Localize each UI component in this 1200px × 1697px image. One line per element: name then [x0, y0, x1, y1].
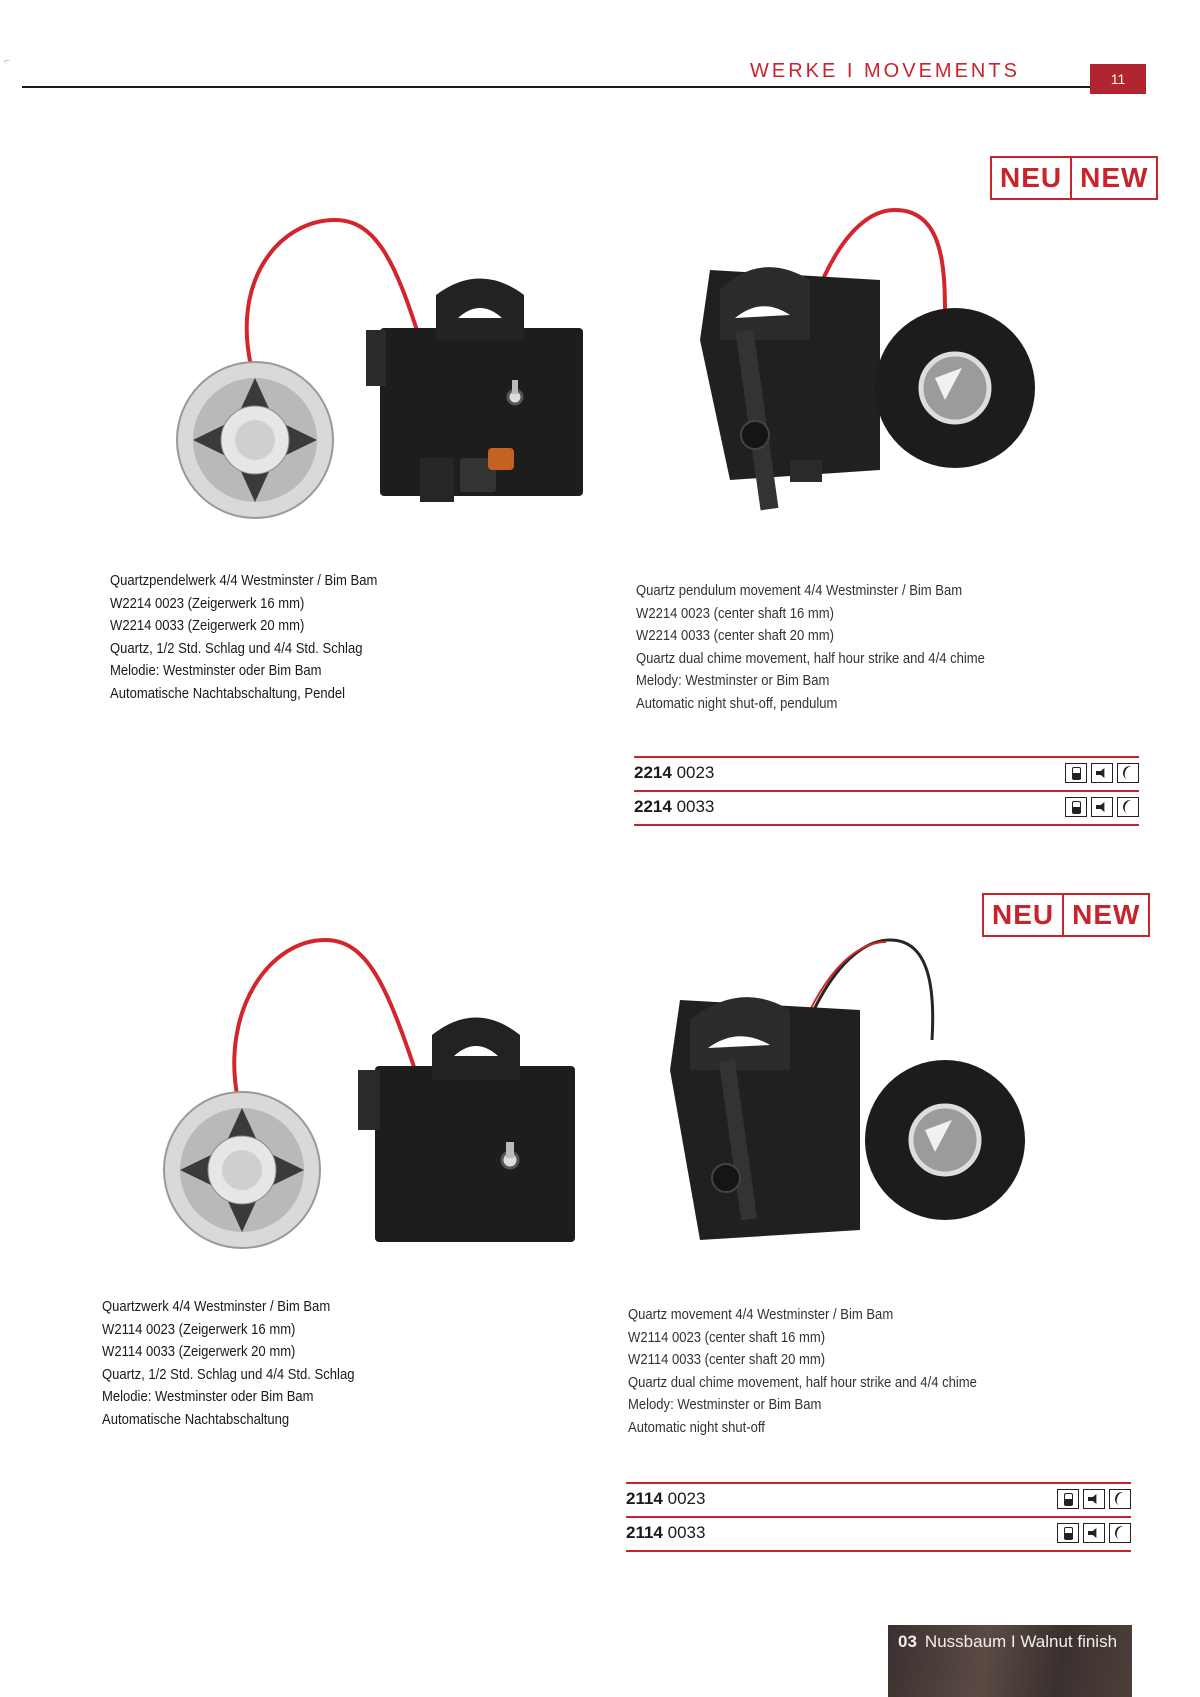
order-row: [634, 756, 1139, 790]
description-de: [102, 1296, 354, 1431]
header-rule: [22, 86, 1142, 88]
desc-line: Melodie: Westminster oder Bim Bam: [102, 1389, 314, 1405]
desc-line: W2114 0023 (Zeigerwerk 16 mm): [102, 1321, 296, 1338]
badge-de: NEU: [1000, 162, 1063, 193]
desc-line: Quartzwerk 4/4 Westminster / Bim Bam: [102, 1299, 331, 1315]
battery-icon: [1065, 763, 1087, 783]
article-number: 2214 0033: [634, 797, 715, 816]
desc-line: Quartz movement 4/4 Westminster / Bim Bam: [628, 1307, 894, 1323]
desc-line: W2214 0023 (Zeigerwerk 16 mm): [110, 595, 305, 612]
night-shutoff-icon: [1117, 763, 1139, 783]
desc-line: Automatic night shut-off: [628, 1419, 765, 1436]
feature-symbols: [1057, 1489, 1131, 1509]
new-badge: [990, 156, 1158, 200]
desc-line: Quartz dual chime movement, half hour strike and 4/4 chime: [636, 650, 985, 667]
article-number: 2114 0033: [626, 1523, 706, 1542]
speaker-icon: [177, 362, 333, 518]
desc-line: Automatische Nachtabschaltung: [102, 1411, 290, 1428]
movement-body: [358, 1018, 575, 1243]
desc-line: Automatische Nachtabschaltung, Pendel: [110, 685, 346, 702]
desc-line: Quartz, 1/2 Std. Schlag und 4/4 Std. Schlag: [102, 1366, 355, 1383]
battery-icon: [1065, 797, 1087, 817]
battery-icon: [1057, 1523, 1079, 1543]
crop-mark: ⌐: [4, 56, 10, 67]
battery-icon: [1057, 1489, 1079, 1509]
movement-body: [366, 279, 583, 503]
order-table: [634, 756, 1139, 826]
desc-line: Quartz dual chime movement, half hour strike and 4/4 chime: [628, 1374, 977, 1391]
speaker-icon: [875, 308, 1035, 468]
speaker-icon: [865, 1060, 1025, 1220]
badge-en: NEW: [1070, 158, 1156, 198]
chime-speaker-icon: [1091, 797, 1113, 817]
description-en: [628, 1304, 977, 1439]
desc-line: Melodie: Westminster oder Bim Bam: [110, 663, 322, 679]
desc-line: W2214 0023 (center shaft 16 mm): [636, 605, 835, 622]
badge-de: NEU: [992, 899, 1055, 930]
order-row: [626, 1482, 1131, 1516]
night-shutoff-icon: [1117, 797, 1139, 817]
chime-speaker-icon: [1091, 763, 1113, 783]
desc-line: Quartz pendulum movement 4/4 Westminster / Bim Bam: [636, 583, 963, 599]
desc-line: Quartzpendelwerk 4/4 Westminster / Bim Bam: [110, 573, 378, 589]
desc-line: Melody: Westminster or Bim Bam: [636, 673, 830, 689]
speaker-icon: [164, 1092, 320, 1248]
movement-body: [700, 267, 880, 510]
desc-line: W2214 0033 (center shaft 20 mm): [636, 628, 835, 644]
section-title: WERKE I MOVEMENTS: [750, 60, 1020, 82]
night-shutoff-icon: [1109, 1489, 1131, 1509]
product-photo-movement-front: [150, 930, 590, 1260]
chime-speaker-icon: [1083, 1523, 1105, 1543]
feature-symbols: [1057, 1523, 1131, 1543]
description-en: [636, 580, 985, 715]
category-label: Nussbaum I Walnut finish: [924, 1632, 1118, 1651]
page-number: 11: [1090, 64, 1146, 94]
desc-line: Melody: Westminster or Bim Bam: [628, 1397, 822, 1413]
article-number: 2214 0023: [634, 763, 715, 782]
night-shutoff-icon: [1109, 1523, 1131, 1543]
desc-line: W2214 0033 (Zeigerwerk 20 mm): [110, 618, 305, 634]
description-de: [110, 570, 377, 705]
desc-line: W2114 0033 (center shaft 20 mm): [628, 1352, 826, 1368]
desc-line: Quartz, 1/2 Std. Schlag und 4/4 Std. Schlag: [110, 640, 363, 657]
badge-en: NEW: [1062, 895, 1148, 935]
chime-speaker-icon: [1083, 1489, 1105, 1509]
product-photo-pendulum-movement-front: [160, 200, 600, 570]
order-table: [626, 1482, 1131, 1552]
product-photo-movement-back: [620, 930, 1060, 1260]
order-row: [634, 790, 1139, 826]
feature-symbols: [1065, 797, 1139, 817]
order-row: [626, 1516, 1131, 1552]
desc-line: Automatic night shut-off, pendulum: [636, 695, 838, 712]
product-photo-pendulum-movement-back: [640, 200, 1080, 530]
article-number: 2114 0023: [626, 1489, 706, 1508]
category-number: 03: [898, 1632, 917, 1651]
feature-symbols: [1065, 763, 1139, 783]
movement-body: [670, 997, 860, 1240]
finish-category-tag: [888, 1625, 1132, 1697]
desc-line: W2114 0023 (center shaft 16 mm): [628, 1329, 826, 1346]
desc-line: W2114 0033 (Zeigerwerk 20 mm): [102, 1344, 296, 1360]
